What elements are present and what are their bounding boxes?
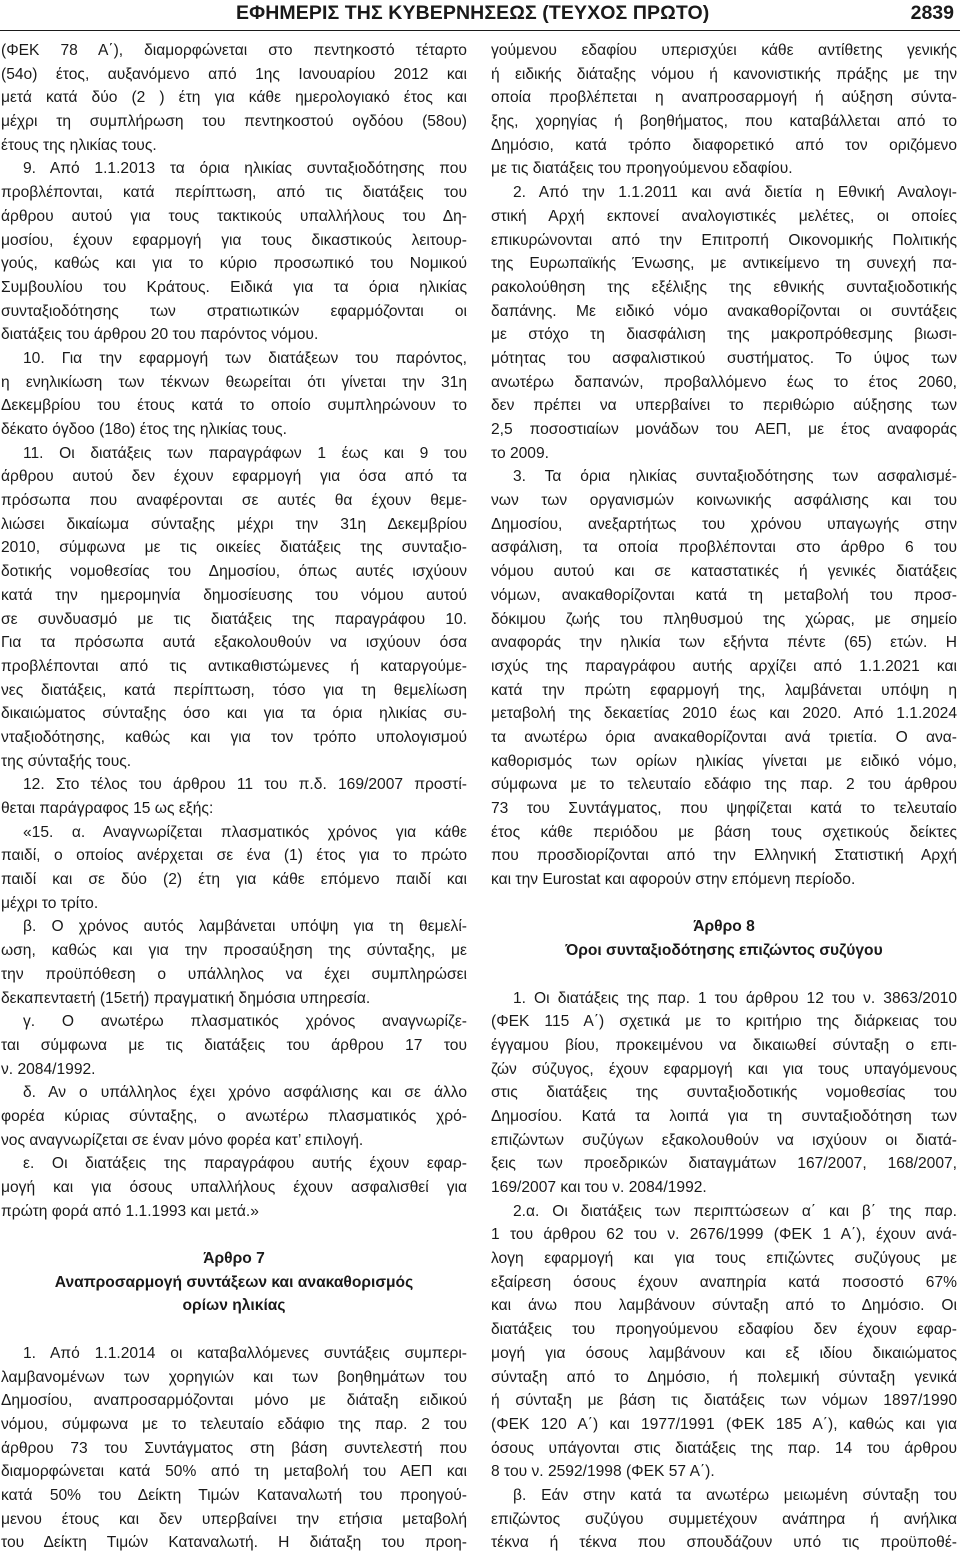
- text-line: δέκατο όγδοο (18ο) έτος της ηλικίας τους.: [1, 421, 287, 438]
- text-line: μογή και για όσους υπαλλήλους έχουν ασφαλισθεί για: [1, 1179, 467, 1196]
- text-line: νόμου αυτού και σε καταστατικές ή γενικές διατάξεις: [491, 563, 957, 581]
- text-line: έτους της ηλικίας τους.: [1, 136, 157, 154]
- text-line: πρόσωπα που αναφέρονται σε αυτές θα έχουν θεμε-: [1, 492, 467, 510]
- text-line: λιώσει δικαίωμα σύνταξης μέχρι την 31η Δεκεμβρίου: [1, 515, 467, 533]
- text-line: ισχύς της παραγράφου αυτής αρχίζει από 1.1.2021 και: [491, 657, 957, 675]
- text-line: (ΦΕΚ 78 Α΄), διαμορφώνεται στο πεντηκοστό τέταρτο: [1, 42, 467, 59]
- text-line: ται σύμφωνα με τις διατάξεις του άρθρου 17 του: [1, 1036, 467, 1054]
- right-text-column: [491, 39, 957, 1555]
- text-line: έγγαμου βίου, προκειμένου να δικαιωθεί σύνταξη ο επι-: [491, 1036, 957, 1054]
- text-line: 2010, σύμφωνα με τις οικείες διατάξεις της συνταξιο-: [1, 539, 467, 557]
- text-line: ή ειδικής διάταξης νόμου ή κανονιστικής πράξης με την: [491, 65, 957, 83]
- text-line: άρθρου αυτού για τους τακτικούς υπαλλήλους του Δη-: [1, 207, 467, 225]
- text-line: και την Eurostat και αφορούν στην επόμενη περίοδο.: [491, 871, 856, 889]
- text-line: τέκνα ή τέκνα που σπουδάζουν υπό τις προϋποθέ-: [491, 1534, 957, 1552]
- text-line: δ. Αν ο υπάλληλος έχει χρόνο ασφάλισης και σε άλλο: [23, 1084, 467, 1102]
- text-line: ξης, χορηγίας ή βοηθήματος, που καταβάλλεται από το: [491, 113, 957, 131]
- gazette-title: ΕΦΗΜΕΡΙΣ ΤΗΣ ΚΥΒΕΡΝΗΣΕΩΣ (ΤΕΥΧΟΣ ΠΡΩΤΟ): [236, 2, 710, 24]
- text-line: σε συνδυασμό με τις διατάξεις της παραγράφου 10.: [1, 610, 467, 628]
- text-line: φορέα κύριας σύνταξης, ο ανωτέρω πλασματικός χρό-: [1, 1107, 467, 1125]
- text-line: 2.α. Οι διατάξεις των περιπτώσεων α΄ και β΄ της παρ.: [513, 1202, 957, 1220]
- text-line: μότητας του ασφαλιστικού συστήματος. Το ύψος των: [491, 349, 957, 367]
- text-line: 12. Στο τέλος του άρθρου 11 του π.δ. 169/2007 προστί-: [23, 776, 467, 794]
- article-heading-line: ορίων ηλικίας: [182, 1297, 286, 1315]
- text-line: με τις διατάξεις του προηγούμενου εδαφίου.: [491, 160, 793, 178]
- text-line: επικυρώνονται από την Επιτροπή Οικονομικής Πολιτικής: [491, 231, 957, 249]
- text-line: Συμβουλίου του Κράτους. Ειδικά για τα όρια ηλικίας: [1, 278, 467, 296]
- text-line: Δημοσίου. Κατά τα λοιπά για τη συνταξιοδότηση των: [491, 1107, 957, 1125]
- text-line: 1. Από 1.1.2014 οι καταβαλλόμενες συντάξεις συμπερι-: [23, 1344, 467, 1362]
- header-divider: [0, 30, 960, 31]
- text-line: ασφάλιση, τα οποία προβλέπονται στο άρθρο 6 του: [491, 539, 957, 557]
- text-line: αναφοράς την ηλικία των εξήντα πέντε (65) ετών. Η: [491, 634, 957, 652]
- text-line: β. Ο χρόνος αυτός λαμβάνεται υπόψη για τη θεμελί-: [23, 918, 467, 936]
- text-line: ανωτέρω δαπανών, προβαλλόμενο έως το έτος 2060,: [491, 373, 957, 391]
- text-line: ν. 2084/1992.: [1, 1060, 96, 1078]
- text-line: ε. Οι διατάξεις της παραγράφου αυτής έχουν εφαρ-: [23, 1155, 467, 1173]
- text-line: στις διατάξεις της συνταξιοδοτικής νομοθεσίας του: [491, 1084, 957, 1102]
- text-line: 2. Από την 1.1.2011 και ανά διετία η Εθνική Αναλογι-: [513, 184, 957, 202]
- text-line: 73 του Συντάγματος, που ψηφίζεται κατά το τελευταίο: [491, 800, 957, 817]
- text-line: (ΦΕΚ 120 Α΄) και 1977/1991 (ΦΕΚ 185 Α΄), καθώς και για: [491, 1415, 957, 1433]
- text-line: της Ευρωπαϊκής Ένωσης, με αντικείμενο τη συνεχή πα-: [491, 255, 957, 273]
- text-line: όσους υπάγονται στις διατάξεις της παρ. 14 του άρθρου: [491, 1439, 957, 1457]
- text-line: πρώτη φορά από 1.1.1993 και μετά.»: [1, 1202, 259, 1220]
- text-line: στική Αρχή εκπονεί αναλογιστικές μελέτες, οι οποίες: [491, 207, 957, 225]
- text-line: κατά 50% του Δείκτη Τιμών Καταναλωτή του προηγού-: [1, 1486, 467, 1504]
- text-line: διατάξεις του προηγούμενου εδαφίου δεν έχουν εφαρ-: [491, 1321, 957, 1339]
- article-heading-line: Αναπροσαρμογή συντάξεων και ανακαθορισμός: [54, 1273, 414, 1291]
- text-line: 10. Για την εφαρμογή των διατάξεων του παρόντος,: [23, 349, 467, 367]
- text-line: άρθρου 73 του Συντάγματος στη βάση συντελεστή που: [1, 1439, 467, 1457]
- text-line: 8 του ν. 2592/1998 (ΦΕΚ 57 Α΄).: [491, 1463, 715, 1481]
- text-line: 2,5 ποσοστιαίων μονάδων του ΑΕΠ, με έτος αναφοράς: [491, 421, 957, 438]
- text-line: 3. Τα όρια ηλικίας συνταξιοδότησης των ασφαλισμέ-: [513, 468, 957, 486]
- text-line: επιζώντος συζύγου συμμετέχουν ανάπηρα ή ανήλικα: [491, 1510, 957, 1528]
- text-line: ξεις των προεδρικών διαταγμάτων 167/2007, 168/2007,: [491, 1155, 957, 1173]
- text-line: γούς, καθώς και για το κύριο προσωπικό του Νομικού: [1, 255, 467, 273]
- text-line: που προσδιορίζονται από την Ελληνική Στατιστική Αρχή: [491, 847, 957, 865]
- text-line: σύνταξη από το Δημόσιο, ή πολεμική σύνταξη γενικά: [491, 1368, 957, 1386]
- text-line: μενου έτους και δεν υπερβαίνει την ετήσια μεταβολή: [1, 1510, 467, 1528]
- text-line: κατά την ημερομηνία δημοσίευσης του νόμου αυτού: [1, 586, 467, 604]
- text-line: [1, 1223, 467, 1247]
- text-line: δαπάνης. Με ειδικό νόμο ανακαθορίζονται οι συντάξεις: [491, 302, 957, 320]
- text-line: παιδί, ο οποίος ανέρχεται σε ένα (1) έτος για το πρώτο: [1, 847, 467, 865]
- text-line: ή σύνταξη με βάση τις διατάξεις των νόμων 1897/1990: [491, 1392, 957, 1410]
- left-text-column: [1, 39, 467, 1555]
- text-line: «15. α. Αναγνωρίζεται πλασματικός χρόνος για κάθε: [23, 823, 467, 841]
- text-line: νταξιοδότησης, καθώς και για τον τρόπο υπολογισμού: [1, 728, 467, 746]
- text-line: καθορισμός των ορίων ηλικίας γίνεται με ειδικό νόμο,: [491, 752, 957, 770]
- page-header: [0, 0, 960, 30]
- text-line: με στόχο τη διασφάλιση της μακροπρόθεσμης βιωσι-: [491, 326, 957, 344]
- text-line: διατάξεις του άρθρου 20 του παρόντος νόμου.: [1, 326, 319, 344]
- text-line: δεν πρέπει να υπερβαίνει το περιθώριο αύξησης των: [491, 397, 957, 415]
- text-line: οποία προβλέπεται η αναπροσαρμογή ή αύξηση σύντα-: [491, 89, 957, 107]
- text-line: ωση, καθώς και για την προσαύξηση της σύνταξης, με: [1, 942, 467, 960]
- text-line: νες διατάξεις, κατά περίπτωση, τόσο για τη θεμελίωση: [1, 681, 467, 699]
- text-line: επιζώντων συζύγων εξακολουθούν να ισχύουν οι διατά-: [491, 1131, 957, 1149]
- text-line: δικαιώματος σύνταξης όσο και για τα όρια ηλικίας συ-: [1, 705, 467, 723]
- text-line: γ. Ο ανωτέρω πλασματικός χρόνος αναγνωρίζε-: [23, 1013, 467, 1031]
- text-line: νων των οργανισμών κοινωνικής ασφάλισης και του: [491, 492, 957, 510]
- page-number: 2839: [910, 2, 954, 24]
- text-line: θεται παράγραφος 15 ως εξής:: [1, 800, 214, 817]
- text-line: μέχρι το τρίτο.: [1, 894, 99, 912]
- text-line: νόμου, σύμφωνα με το τελευταίο εδάφιο της παρ. 2 του: [1, 1415, 467, 1433]
- text-line: β. Εάν στην κατά τα ανωτέρω μειωμένη σύνταξη του: [513, 1486, 957, 1504]
- text-line: [491, 892, 957, 916]
- text-line: το 2009.: [491, 444, 549, 462]
- text-line: προβλέπονται, κατά περίπτωση, από τις διατάξεις του: [1, 184, 467, 202]
- text-line: άρθρου αυτού δεν έχουν εφαρμογή για όσα από τα: [1, 468, 467, 486]
- text-line: Δημόσιο, κατά τρόπο διαφορετικό από τον οριζόμενο: [491, 136, 957, 154]
- text-line: δεκαπενταετή (15ετή) πραγματική δημόσια υπηρεσία.: [1, 989, 371, 1007]
- text-line: 1. Οι διατάξεις της παρ. 1 του άρθρου 12 του ν. 3863/2010: [513, 989, 957, 1007]
- text-line: συνταξιοδότησης των στρατιωτικών εφαρμόζονται οι: [1, 302, 467, 320]
- text-line: Δημοσίου, αναπροσαρμόζονται μόνο με διάταξη ειδικού: [1, 1392, 467, 1410]
- article-heading-line: Άρθρο 7: [203, 1250, 265, 1268]
- article-heading-line: Άρθρο 8: [693, 918, 755, 936]
- text-line: (ΦΕΚ 115 Α΄) σχετικά με το κριτήριο της διάρκειας του: [491, 1013, 957, 1031]
- text-line: λογη εφαρμογή και για τους επιζώντες συζύγους με: [491, 1250, 957, 1268]
- text-line: την προϋπόθεση ο υπάλληλος να έχει συμπληρώσει: [1, 965, 467, 983]
- text-line: σύμφωνα με το τελευταίο εδάφιο της παρ. 2 του άρθρου: [491, 776, 957, 794]
- text-line: του Δείκτη Τιμών Καταναλωτή. Η διάταξη του προη-: [1, 1534, 467, 1552]
- text-line: τα ανωτέρω όρια ανακαθορίζονται ανά τριετία. Ο ανα-: [491, 728, 957, 746]
- text-line: της σύνταξής τους.: [1, 752, 132, 770]
- text-line: γούμενου εδαφίου υπερισχύει κάθε αντίθετης γενικής: [491, 42, 957, 59]
- text-line: παιδί και σε δύο (2) έτη για κάθε επόμενο παιδί και: [1, 871, 467, 889]
- text-line: λαμβανομένων των χορηγιών και των βοηθημάτων του: [1, 1368, 467, 1386]
- text-line: νόμων, ανακαθορίζονται κατά τη μεταβολή του προσ-: [491, 586, 957, 604]
- text-line: εξαίρεση όσους έχουν αναπηρία κατά ποσοστό 67%: [491, 1273, 957, 1291]
- text-line: μοσίου, έχουν εφαρμογή για τους δικαστικούς λειτουρ-: [1, 231, 467, 249]
- text-line: ζών σύζυγος, έχουν εφαρμογή και για τους υπαγόμενους: [491, 1060, 957, 1078]
- text-line: Δεκεμβρίου του έτους κατά το οποίο συμπληρώνουν το: [1, 397, 467, 415]
- text-line: Δημοσίου, ανεξαρτήτως του χρόνου υπαγωγής στην: [491, 515, 957, 533]
- text-line: δόκιμου ζωής του πληθυσμού της χώρας, με σημείο: [491, 610, 957, 628]
- text-line: μεταβολή της δεκαετίας 2010 έως και 2020. Από 1.1.2024: [491, 705, 957, 723]
- text-line: νος αναγνωρίζεται σε έναν μόνο φορέα κατ’ επιλογή.: [1, 1131, 364, 1149]
- text-line: 169/2007 και του ν. 2084/1992.: [491, 1179, 707, 1196]
- text-line: 1 του άρθρου 62 του ν. 2676/1999 (ΦΕΚ 1 Α΄), έχουν ανά-: [491, 1226, 957, 1244]
- text-line: ρακολούθηση της εξέλιξης της εθνικής συνταξιοδοτικής: [491, 278, 957, 296]
- article-heading-line: Όροι συνταξιοδότησης επιζώντος συζύγου: [565, 942, 883, 960]
- text-line: κατά την πρώτη εφαρμογή της, λαμβάνεται υπόψη η: [491, 681, 957, 699]
- text-line: έτος κάθε περιόδου με βάση τους σχετικούς δείκτες: [491, 823, 957, 841]
- text-line: προβλέπονται από τις αντικαθιστώμενες ή καταργούμε-: [1, 657, 467, 675]
- text-line: δοτικής νομοθεσίας του Δημοσίου, όπως αυτές ισχύουν: [1, 563, 467, 581]
- text-line: Για τα πρόσωπα αυτά εξακολουθούν να ισχύουν όσα: [1, 634, 467, 652]
- text-line: μέχρι τη συμπλήρωση του πεντηκοστού ογδόου (58ου): [1, 113, 467, 131]
- text-line: και άνω που λαμβάνουν σύνταξη από το Δημόσιο. Οι: [491, 1297, 957, 1315]
- text-line: 11. Οι διατάξεις των παραγράφων 1 έως και 9 του: [23, 444, 467, 462]
- text-line: μετά κατά δύο (2 ) έτη για κάθε ημερολογιακό έτος και: [1, 89, 467, 107]
- text-line: [1, 1318, 467, 1342]
- text-line: 9. Από 1.1.2013 τα όρια ηλικίας συνταξιοδότησης που: [23, 160, 467, 178]
- text-line: διαμορφώνεται κατά 50% από τη μεταβολή του ΑΕΠ και: [1, 1463, 467, 1481]
- text-line: (54ο) έτος, αυξανόμενο από 1ης Ιανουαρίου 2012 και: [1, 65, 467, 83]
- text-line: η ενηλικίωση των τέκνων θεωρείται ότι γίνεται την 31η: [1, 373, 467, 391]
- text-line: μογή για όσους λαμβάνουν και εξ ιδίου δικαιώματος: [491, 1344, 957, 1362]
- text-line: [491, 963, 957, 987]
